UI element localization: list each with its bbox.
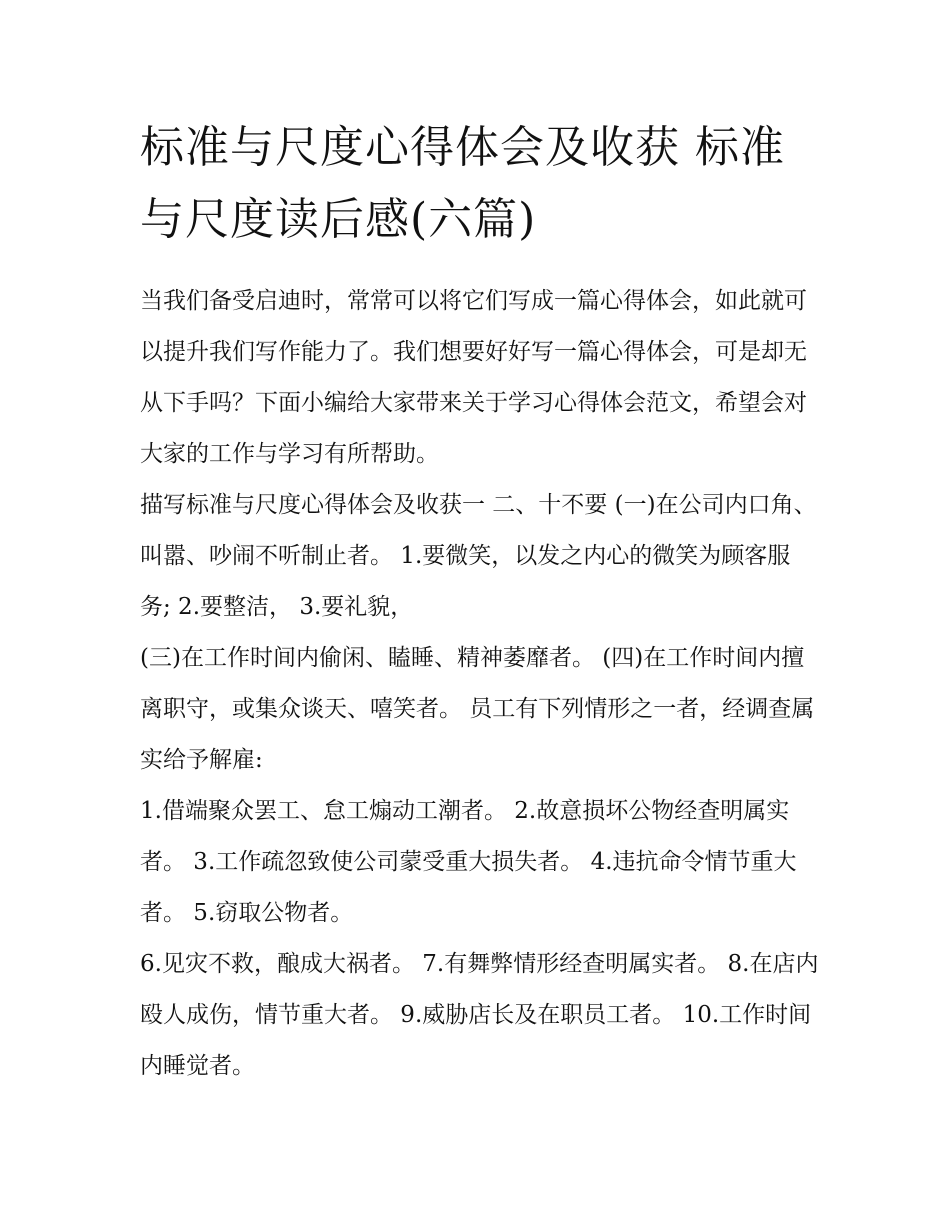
paragraph-dismissal-list-1: 1.借端聚众罢工、怠工煽动工潮者。 2.故意损坏公物经查明属实者。 3.工作疏忽致使公司蒙受重大损失者。 4.违抗命令情节重大者。 5.窃取公物者。	[140, 798, 797, 926]
paragraph-ten-donts: 描写标准与尺度心得体会及收获一 二、十不要 (一)在公司内口角、叫嚣、吵闹不听制止者。 1.要微笑，以发之内心的微笑为顾客服务; 2.要整洁， 3.要礼貌，	[140, 492, 817, 620]
paragraph-dismissal-list-2: 6.见灾不救，酿成大祸者。 7.有舞弊情形经查明属实者。 8.在店内殴人成伤，情节重大者。 9.威胁店长及在职员工者。 10.工作时间内睡觉者。	[140, 951, 819, 1079]
paragraph-intro: 当我们备受启迪时，常常可以将它们写成一篇心得体会，如此就可以提升我们写作能力了。我们想要好好写一篇心得体会，可是却无从下手吗？下面小编给大家带来关于学习心得体会范文，希望会对大家的工作与学习有所帮助。	[140, 288, 807, 467]
paragraph-work-time-violations: (三)在工作时间内偷闲、瞌睡、精神萎靡者。 (四)在工作时间内擅离职守，或集众谈天、嘻笑者。 员工有下列情形之一者，经调查属实给予解雇:	[140, 645, 815, 773]
document-title: 标准与尺度心得体会及收获 标准与尺度读后感(六篇)	[140, 122, 785, 245]
document-body	[140, 276, 820, 1092]
